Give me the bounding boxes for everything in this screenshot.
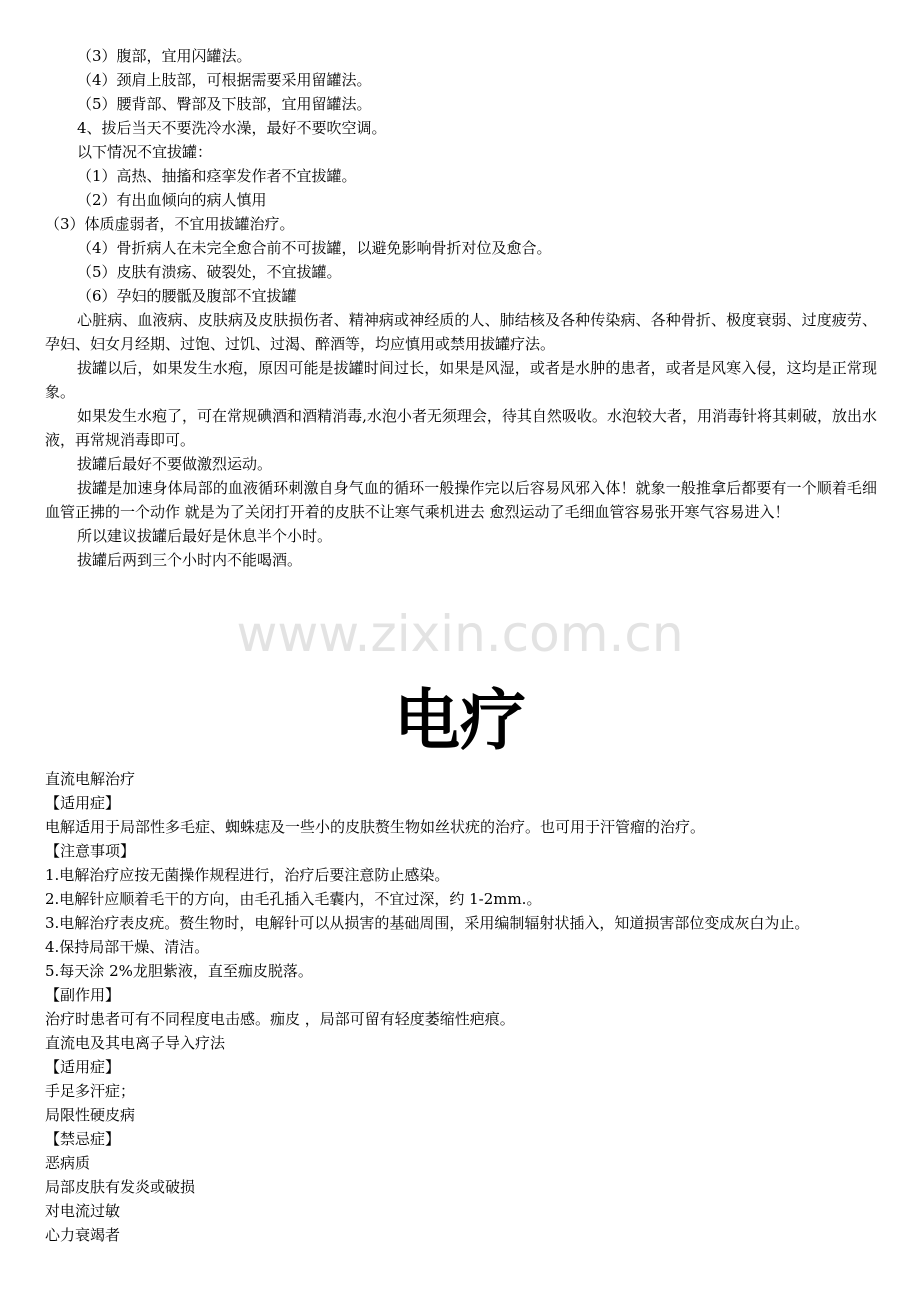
list-item: （1）高热、抽搐和痉挛发作者不宜拔罐。	[77, 167, 357, 185]
list-item: 手足多汗症；	[45, 1082, 136, 1100]
list-item: 4.保持局部干燥、清洁。	[45, 938, 210, 956]
list-item: 对电流过敏	[45, 1202, 121, 1220]
paragraph: 拔罐后两到三个小时内不能喝酒。	[77, 551, 303, 569]
paragraph: 电解适用于局部性多毛症、蜘蛛痣及一些小的皮肤赘生物如丝状疣的治疗。也可用于汗管瘤的治疗。	[45, 818, 706, 836]
cupping-precautions-section	[45, 44, 877, 572]
list-item: 局部皮肤有发炎或破损	[45, 1178, 196, 1196]
electrotherapy-section	[45, 767, 885, 1247]
list-item: 恶病质	[45, 1154, 91, 1172]
list-item: （5）腰背部、臀部及下肢部，宜用留罐法。	[77, 95, 372, 113]
paragraph: 以下情况不宜拔罐：	[77, 143, 213, 161]
paragraph: 拔罐是加速身体局部的血液循环刺激自身气血的循环一般操作完以后容易风邪入体！就象一般推拿后都要有一个顺着毛细血管正拂的一个动作 就是为了关闭打开着的皮肤不让寒气乘机进去 愈烈运动了毛细血管容易张开寒气容易进入！	[45, 479, 877, 521]
list-item: （6）孕妇的腰骶及腹部不宜拔罐	[77, 287, 297, 305]
bracket-heading: 【副作用】	[45, 986, 121, 1004]
paragraph: 如果发生水疱了，可在常规碘酒和酒精消毒,水泡小者无须理会，待其自然吸收。水泡较大者，用消毒针将其刺破，放出水液，再常规消毒即可。	[45, 407, 877, 449]
list-item: 局限性硬皮病	[45, 1106, 136, 1124]
subsection-heading: 直流电解治疗	[45, 770, 136, 788]
bracket-heading: 【禁忌症】	[45, 1130, 121, 1148]
subsection-heading: 直流电及其电离子导入疗法	[45, 1034, 226, 1052]
watermark: www.zixin.com.cn	[236, 605, 684, 663]
bracket-heading: 【注意事项】	[45, 842, 136, 860]
page-title: 电疗	[394, 682, 526, 759]
list-item: 心力衰竭者	[45, 1226, 121, 1244]
list-item: 1.电解治疗应按无菌操作规程进行，治疗后要注意防止感染。	[45, 866, 450, 884]
bracket-heading: 【适用症】	[45, 794, 121, 812]
bracket-heading: 【适用症】	[45, 1058, 121, 1076]
list-item: （3）体质虚弱者，不宜用拔罐治疗。	[45, 215, 295, 233]
list-item: 3.电解治疗表皮疣。赘生物时，电解针可以从损害的基础周围，采用编制辐射状插入，知道损害部位变成灰白为止。	[45, 914, 810, 932]
paragraph: 拔罐以后，如果发生水疱，原因可能是拔罐时间过长，如果是风湿，或者是水肿的患者，或者是风寒入侵，这均是正常现象。	[45, 359, 877, 401]
paragraph: 心脏病、血液病、皮肤病及皮肤损伤者、精神病或神经质的人、肺结核及各种传染病、各种骨折、极度衰弱、过度疲劳、孕妇、妇女月经期、过饱、过饥、过渴、醉酒等，均应慎用或禁用拔罐疗法。	[45, 311, 877, 353]
list-item: 5.每天涂 2%龙胆紫液，直至痂皮脱落。	[45, 962, 313, 980]
list-item: 2.电解针应顺着毛干的方向，由毛孔插入毛囊内，不宜过深，约 1-2mm.。	[45, 890, 542, 908]
list-item: （5）皮肤有溃疡、破裂处，不宜拔罐。	[77, 263, 342, 281]
list-item: （2）有出血倾向的病人慎用	[77, 191, 267, 209]
list-item: （4）骨折病人在未完全愈合前不可拔罐，以避免影响骨折对位及愈合。	[77, 239, 552, 257]
paragraph: 拔罐后最好不要做激烈运动。	[77, 455, 273, 473]
list-item: （4）颈肩上肢部，可根据需要采用留罐法。	[77, 71, 372, 89]
paragraph: 4、拔后当天不要洗冷水澡，最好不要吹空调。	[77, 119, 387, 137]
paragraph: 治疗时患者可有不同程度电击感。痂皮 ，局部可留有轻度萎缩性疤痕。	[45, 1010, 515, 1028]
list-item: （3）腹部，宜用闪罐法。	[77, 47, 252, 65]
paragraph: 所以建议拔罐后最好是休息半个小时。	[77, 527, 333, 545]
